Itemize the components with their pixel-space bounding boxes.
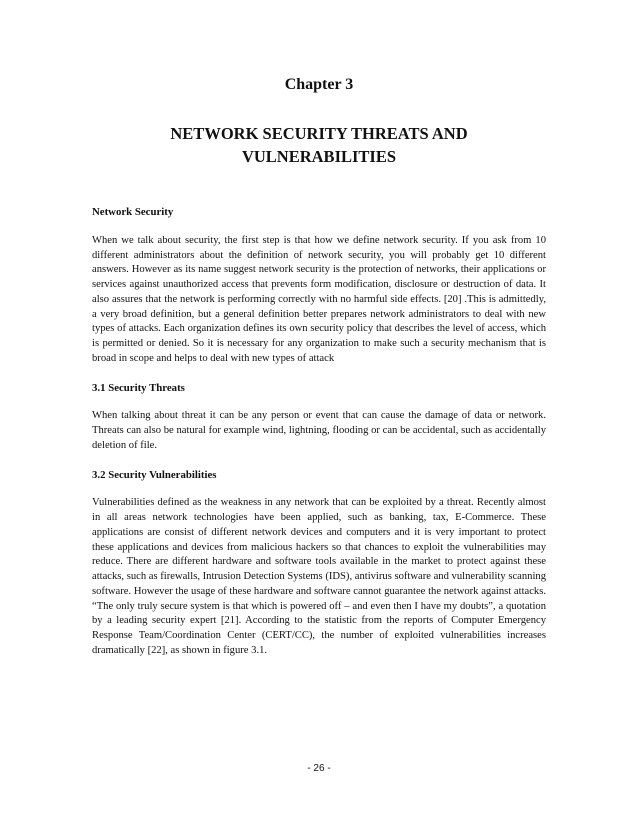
section-body-security-threats: When talking about threat it can be any person or event that can cause the damage of data or network. Threats can also be natural for example wind, lightning, flooding or can be accidental, such as accidentally deletion of file. [92,410,546,451]
page-number: - 26 - [307,763,331,774]
section-heading-security-vulnerabilities: 3.2 Security Vulnerabilities [92,468,217,481]
section-heading-security-threats: 3.1 Security Threats [92,381,185,394]
section-body-network-security: When we talk about security, the first step is that how we define network security. If you ask from 10 different administrators about the definition of network security, you will probably get 10 different answers. However as its name suggest network security is the protection of networks, their applications or services against unauthorized access that prevents form modification, disclosure or destruction of data. It also assures that the network is performing correctly with no harmful side effects. [20] .This is admittedly, a very broad definition, but a general definition better prepares network administrators to deal with new types of attacks. Each organization defines its own security policy that describes the level of access, which is permitted or denied. So it is necessary for any organization to make such a security mechanism that is broad in scope and helps to deal with new types of attack [92,234,546,364]
section-body-security-vulnerabilities: Vulnerabilities defined as the weakness in any network that can be exploited by a threat. Recently almost in all areas network technologies have been applied, such as banking, tax, E-Commerce. These applications are consist of different network devices and computers and it is very important to protect these applications and devices from malicious hackers so that chances to exploit the vulnerabilities may reduce. There are different hardware and software tools available in the market to protect against these attacks, such as firewalls, Intrusion Detection Systems (IDS), antivirus software and vulnerability scanning software. However the usage of these hardware and software cannot guarantee the network against attacks. “The only truly secure system is that which is powered off – and even then I have my doubts”, a quotation by a leading security expert [21]. According to the statistic from the reports of Computer Emergency Response Team/Coordination Center (CERT/CC), the number of exploited vulnerabilities increases dramatically [22], as shown in figure 3.1. [92,497,546,656]
document-body [92,205,546,673]
section-heading-network-security: Network Security [92,206,174,218]
chapter-title: NETWORK SECURITY THREATS AND VULNERABILITIES [170,124,468,166]
chapter-label: Chapter 3 [284,76,354,93]
